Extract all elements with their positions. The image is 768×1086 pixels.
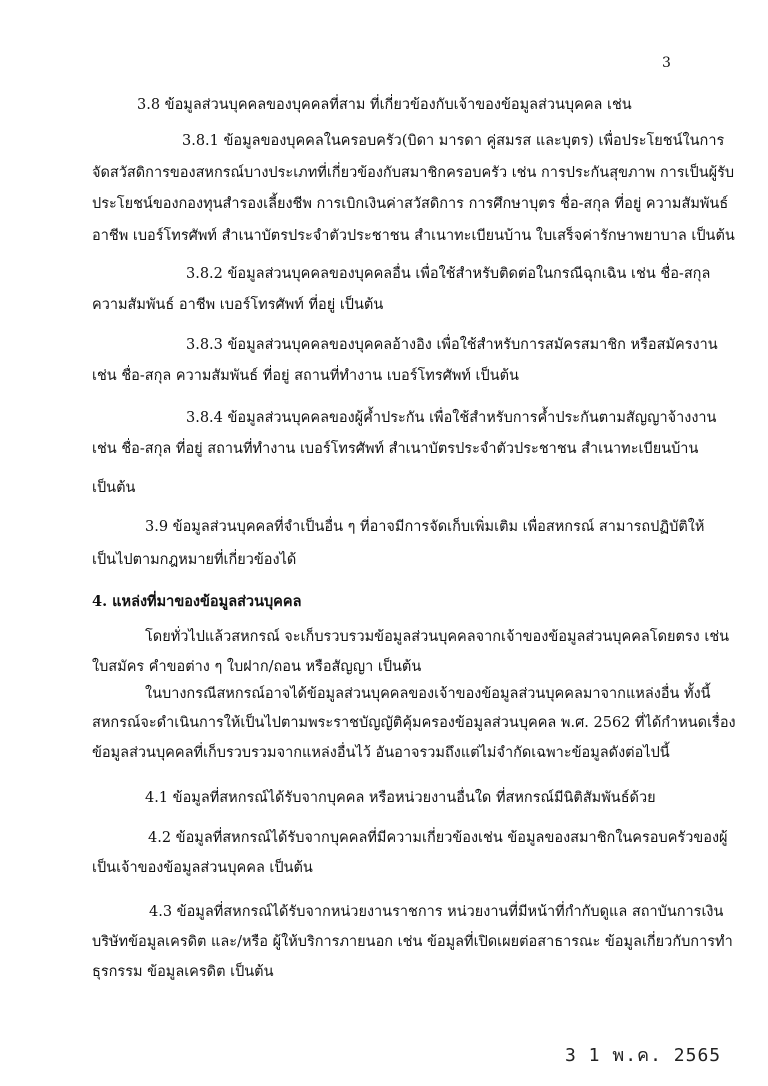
para-3-9-line-1: 3.9 ข้อมูลส่วนบุคคลที่จำเป็นอื่น ๆ ที่อาจมีการจัดเก็บเพิ่มเติม เพื่อสหกรณ์ สามารถปฏิบัติให้ (145, 519, 705, 535)
para-4-other-line-2: สหกรณ์จะดำเนินการให้เป็นไปตามพระราชบัญญัติคุ้มครองข้อมูลส่วนบุคคล พ.ศ. 2562 ที่ได้กำหนดเรื่อง (92, 715, 736, 731)
para-3-8-1-line-4: อาชีพ เบอร์โทรศัพท์ สำเนาบัตรประจำตัวประชาชน สำเนาทะเบียนบ้าน ใบเสร็จค่ารักษาพยาบาล เป็นต้น (92, 228, 735, 244)
para-3-9-line-2: เป็นไปตามกฎหมายที่เกี่ยวข้องได้ (92, 552, 297, 568)
para-4-other-line-3: ข้อมูลส่วนบุคคลที่เก็บรวบรวมจากแหล่งอื่นไว้ อันอาจรวมถึงแต่ไม่จำกัดเฉพาะข้อมูลดังต่อไปนี้ (92, 745, 670, 761)
para-3-8-2-line-2: ความสัมพันธ์ อาชีพ เบอร์โทรศัพท์ ที่อยู่ เป็นต้น (92, 297, 384, 313)
para-3-8-4-line-1: 3.8.4 ข้อมูลส่วนบุคคลของผู้ค้ำประกัน เพื่อใช้สำหรับการค้ำประกันตามสัญญาจ้างงาน (186, 410, 717, 426)
date-stamp: 3 1 พ.ค. 2565 (565, 1045, 722, 1066)
para-4-other-line-1: ในบางกรณีสหกรณ์อาจได้ข้อมูลส่วนบุคคลของเจ้าของข้อมูลส่วนบุคคลมาจากแหล่งอื่น ทั้งนี้ (145, 686, 711, 702)
para-3-8-1-line-2: จัดสวัสดิการของสหกรณ์บางประเภทที่เกี่ยวข้องกับสมาชิกครอบครัว เช่น การประกันสุขภาพ การเป็นผู้รับ (92, 165, 735, 181)
para-3-8-4-line-2: เช่น ชื่อ-สกุล ที่อยู่ สถานที่ทำงาน เบอร์โทรศัพท์ สำเนาบัตรประจำตัวประชาชน สำเนาทะเบียนบ้าน (92, 441, 699, 457)
para-3-8-4-line-3: เป็นต้น (92, 480, 136, 496)
section-3-8-heading: 3.8 ข้อมูลส่วนบุคคลของบุคคลที่สาม ที่เกี่ยวข้องกับเจ้าของข้อมูลส่วนบุคคล เช่น (137, 97, 632, 113)
para-4-intro-line-1: โดยทั่วไปแล้วสหกรณ์ จะเก็บรวบรวมข้อมูลส่วนบุคคลจากเจ้าของข้อมูลส่วนบุคคลโดยตรง เช่น (145, 629, 730, 645)
para-4-1: 4.1 ข้อมูลที่สหกรณ์ได้รับจากบุคคล หรือหน่วยงานอื่นใด ที่สหกรณ์มีนิติสัมพันธ์ด้วย (145, 790, 656, 806)
para-3-8-1-line-3: ประโยชน์ของกองทุนสำรองเลี้ยงชีพ การเบิกเงินค่าสวัสดิการ การศึกษาบุตร ชื่อ-สกุล ที่อยู่ ความสัมพันธ์ (92, 196, 729, 212)
para-4-2-line-1: 4.2 ข้อมูลที่สหกรณ์ได้รับจากบุคคลที่มีความเกี่ยวข้องเช่น ข้อมูลของสมาชิกในครอบครัวของผู้ (148, 830, 728, 846)
para-4-3-line-3: ธุรกรรม ข้อมูลเครดิต เป็นต้น (92, 964, 274, 980)
para-3-8-3-line-2: เช่น ชื่อ-สกุล ความสัมพันธ์ ที่อยู่ สถานที่ทำงาน เบอร์โทรศัพท์ เป็นต้น (92, 368, 519, 384)
para-4-2-line-2: เป็นเจ้าของข้อมูลส่วนบุคคล เป็นต้น (92, 860, 313, 876)
para-3-8-1-line-1: 3.8.1 ข้อมูลของบุคคลในครอบครัว(บิดา มารดา คู่สมรส และบุตร) เพื่อประโยชน์ในการ (182, 133, 725, 149)
section-4-heading: 4. แหล่งที่มาของข้อมูลส่วนบุคคล (92, 593, 302, 610)
para-4-intro-line-2: ใบสมัคร คำขอต่าง ๆ ใบฝาก/ถอน หรือสัญญา เป็นต้น (92, 659, 422, 675)
para-4-3-line-2: บริษัทข้อมูลเครดิต และ/หรือ ผู้ให้บริการภายนอก เช่น ข้อมูลที่เปิดเผยต่อสาธารณะ ข้อมูลเกี่ยวกับการทำ (92, 934, 733, 950)
para-3-8-2-line-1: 3.8.2 ข้อมูลส่วนบุคคลของบุคคลอื่น เพื่อใช้สำหรับติดต่อในกรณีฉุกเฉิน เช่น ชื่อ-สกุล (186, 266, 711, 282)
para-4-3-line-1: 4.3 ข้อมูลที่สหกรณ์ได้รับจากหน่วยงานราชการ หน่วยงานที่มีหน้าที่กำกับดูแล สถาบันการเงิน (149, 904, 724, 920)
para-3-8-3-line-1: 3.8.3 ข้อมูลส่วนบุคคลของบุคคลอ้างอิง เพื่อใช้สำหรับการสมัครสมาชิก หรือสมัครงาน (186, 337, 718, 353)
page-number: 3 (662, 55, 671, 71)
